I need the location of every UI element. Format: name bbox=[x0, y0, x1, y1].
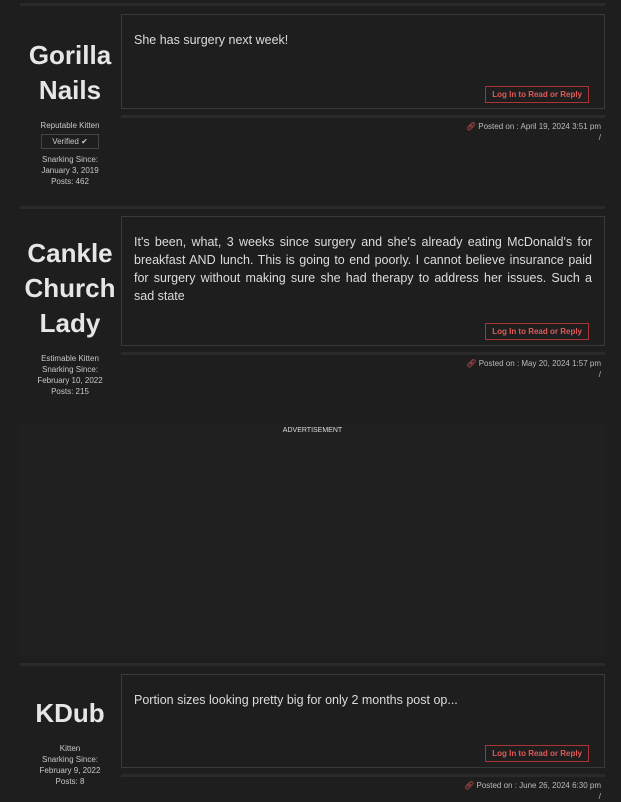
post bbox=[20, 674, 605, 802]
post bbox=[20, 216, 605, 397]
rank: Estimable Kitten bbox=[41, 354, 99, 363]
posted-date: Posted on : April 19, 2024 3:51 pm bbox=[478, 122, 601, 131]
post-body bbox=[121, 216, 605, 346]
login-reply-button[interactable]: Log In to Read or Reply bbox=[485, 745, 589, 762]
post-body bbox=[121, 14, 605, 109]
since-label: Snarking Since: bbox=[41, 755, 99, 764]
post-text: Portion sizes looking pretty big for only 2 months post op... bbox=[134, 693, 458, 707]
username[interactable]: KDub bbox=[35, 698, 105, 728]
divider bbox=[20, 663, 605, 666]
login-reply-button[interactable]: Log In to Read or Reply bbox=[485, 323, 589, 340]
since-date: January 3, 2019 bbox=[41, 166, 99, 175]
slash: / bbox=[598, 133, 601, 142]
username[interactable]: Cankle Church Lady bbox=[24, 238, 116, 338]
rank: Reputable Kitten bbox=[40, 121, 100, 130]
post-footer bbox=[121, 115, 605, 143]
post-text: She has surgery next week! bbox=[134, 33, 289, 47]
post-footer bbox=[121, 774, 605, 802]
post-body bbox=[121, 674, 605, 768]
verified-badge: Verified ✔ bbox=[41, 134, 99, 149]
author-panel bbox=[20, 674, 120, 802]
ad-label: ADVERTISEMENT bbox=[282, 427, 343, 434]
post bbox=[20, 14, 605, 187]
post-count: Posts: 8 bbox=[55, 777, 85, 786]
post-count: Posts: 215 bbox=[51, 387, 89, 396]
since-date: February 10, 2022 bbox=[37, 376, 103, 385]
since-label: Snarking Since: bbox=[41, 155, 99, 164]
since-label: Snarking Since: bbox=[41, 365, 99, 374]
posted-date: Posted on : June 26, 2024 6:30 pm bbox=[476, 781, 601, 790]
posted-date: Posted on : May 20, 2024 1:57 pm bbox=[478, 359, 601, 368]
author-panel bbox=[20, 216, 120, 397]
login-reply-button[interactable]: Log In to Read or Reply bbox=[485, 86, 589, 103]
link-icon[interactable]: 🔗︎ bbox=[465, 122, 477, 131]
divider bbox=[20, 206, 605, 209]
link-icon[interactable]: 🔗︎ bbox=[466, 359, 477, 368]
advertisement bbox=[20, 424, 605, 656]
divider bbox=[20, 3, 605, 6]
slash: / bbox=[598, 792, 601, 801]
author-panel bbox=[20, 14, 120, 187]
post-footer bbox=[121, 352, 605, 380]
rank: Kitten bbox=[59, 744, 81, 753]
post-count: Posts: 462 bbox=[51, 177, 89, 186]
since-date: February 9, 2022 bbox=[39, 766, 101, 775]
link-icon[interactable]: 🔗︎ bbox=[464, 781, 475, 790]
post-text: It's been, what, 3 weeks since surgery and she's already eating McDonald's for breakfast AND lunch. This is going to end poorly. I cannot believe insurance paid for surgery without making sure she had therapy to address her issues. Such a sad state bbox=[134, 235, 592, 303]
slash: / bbox=[598, 370, 601, 379]
username[interactable]: GorillaNails bbox=[28, 40, 112, 105]
